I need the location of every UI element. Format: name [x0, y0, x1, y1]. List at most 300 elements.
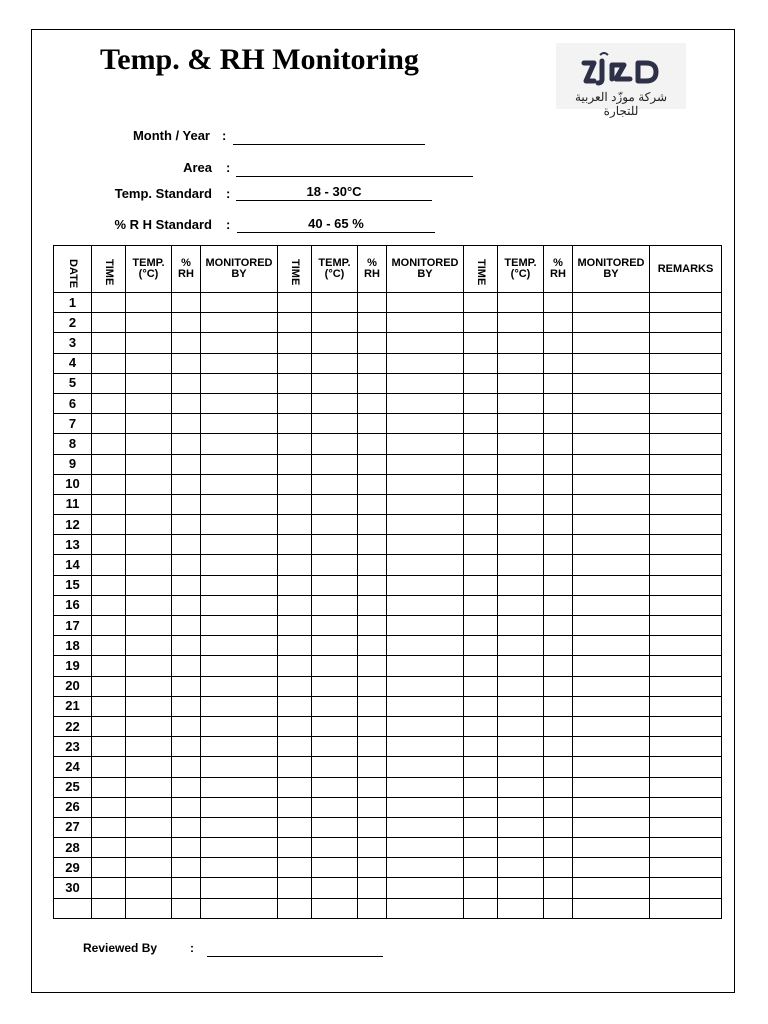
time-cell[interactable] [464, 878, 498, 898]
remarks-cell[interactable] [650, 393, 722, 413]
monitored-by-cell[interactable] [201, 474, 278, 494]
temp-cell[interactable] [498, 454, 544, 474]
temp-cell[interactable] [312, 777, 358, 797]
monitored-by-cell[interactable] [573, 515, 650, 535]
rh-cell[interactable] [544, 333, 573, 353]
rh-cell[interactable] [544, 676, 573, 696]
rh-cell[interactable] [358, 696, 387, 716]
monitored-by-cell[interactable] [201, 797, 278, 817]
monitored-by-cell[interactable] [573, 858, 650, 878]
monitored-by-cell[interactable] [387, 494, 464, 514]
temp-cell[interactable] [312, 858, 358, 878]
remarks-cell[interactable] [650, 434, 722, 454]
time-cell[interactable] [92, 313, 126, 333]
monitored-by-cell[interactable] [573, 616, 650, 636]
monitored-by-cell[interactable] [573, 656, 650, 676]
time-cell[interactable] [92, 797, 126, 817]
rh-cell[interactable] [172, 716, 201, 736]
time-cell[interactable] [464, 313, 498, 333]
rh-cell[interactable] [172, 555, 201, 575]
monitored-by-cell[interactable] [387, 393, 464, 413]
temp-cell[interactable] [498, 333, 544, 353]
monitored-by-cell[interactable] [573, 737, 650, 757]
temp-cell[interactable] [498, 797, 544, 817]
time-cell[interactable] [278, 595, 312, 615]
monitored-by-cell[interactable] [573, 494, 650, 514]
temp-cell[interactable] [312, 454, 358, 474]
temp-cell[interactable] [498, 696, 544, 716]
temp-cell[interactable] [498, 676, 544, 696]
rh-cell[interactable] [544, 313, 573, 333]
temp-cell[interactable] [312, 373, 358, 393]
time-cell[interactable] [464, 535, 498, 555]
time-cell[interactable] [92, 393, 126, 413]
monitored-by-cell[interactable] [387, 474, 464, 494]
temp-cell[interactable] [312, 414, 358, 434]
time-cell[interactable] [92, 616, 126, 636]
time-cell[interactable] [278, 515, 312, 535]
time-cell[interactable] [464, 858, 498, 878]
monitored-by-cell[interactable] [387, 313, 464, 333]
monitored-by-cell[interactable] [201, 838, 278, 858]
monitored-by-cell[interactable] [201, 434, 278, 454]
monitored-by-cell[interactable] [573, 393, 650, 413]
time-cell[interactable] [464, 737, 498, 757]
time-cell[interactable] [278, 676, 312, 696]
rh-cell[interactable] [172, 474, 201, 494]
time-cell[interactable] [464, 555, 498, 575]
rh-cell[interactable] [544, 696, 573, 716]
monitored-by-cell[interactable] [387, 777, 464, 797]
rh-cell[interactable] [544, 858, 573, 878]
monitored-by-cell[interactable] [201, 535, 278, 555]
rh-cell[interactable] [544, 353, 573, 373]
rh-cell[interactable] [358, 494, 387, 514]
rh-cell[interactable] [172, 373, 201, 393]
monitored-by-cell[interactable] [201, 313, 278, 333]
rh-cell[interactable] [358, 313, 387, 333]
monitored-by-cell[interactable] [573, 777, 650, 797]
temp-cell[interactable] [126, 716, 172, 736]
reviewed-by-field[interactable] [207, 940, 383, 957]
rh-cell[interactable] [358, 797, 387, 817]
monitored-by-cell[interactable] [201, 878, 278, 898]
monitored-by-cell[interactable] [573, 878, 650, 898]
monitored-by-cell[interactable] [201, 757, 278, 777]
rh-cell[interactable] [358, 716, 387, 736]
rh-cell[interactable] [358, 817, 387, 837]
rh-cell[interactable] [358, 414, 387, 434]
monitored-by-cell[interactable] [387, 696, 464, 716]
monitored-by-cell[interactable] [387, 858, 464, 878]
temp-cell[interactable] [498, 555, 544, 575]
temp-cell[interactable] [126, 474, 172, 494]
time-cell[interactable] [278, 858, 312, 878]
temp-cell[interactable] [312, 494, 358, 514]
rh-cell[interactable] [172, 454, 201, 474]
rh-cell[interactable] [172, 636, 201, 656]
remarks-cell[interactable] [650, 515, 722, 535]
time-cell[interactable] [464, 494, 498, 514]
time-cell[interactable] [278, 737, 312, 757]
temp-cell[interactable] [126, 454, 172, 474]
temp-cell[interactable] [498, 595, 544, 615]
temp-cell[interactable] [126, 313, 172, 333]
temp-cell[interactable] [498, 494, 544, 514]
rh-cell[interactable] [358, 676, 387, 696]
time-cell[interactable] [92, 414, 126, 434]
time-cell[interactable] [92, 737, 126, 757]
temp-cell[interactable] [126, 636, 172, 656]
temp-cell[interactable] [498, 474, 544, 494]
time-cell[interactable] [464, 454, 498, 474]
time-cell[interactable] [278, 494, 312, 514]
temp-cell[interactable] [126, 817, 172, 837]
time-cell[interactable] [92, 293, 126, 313]
monitored-by-cell[interactable] [201, 716, 278, 736]
monitored-by-cell[interactable] [387, 656, 464, 676]
month-year-field[interactable] [233, 128, 425, 145]
monitored-by-cell[interactable] [201, 555, 278, 575]
rh-cell[interactable] [544, 414, 573, 434]
rh-cell[interactable] [544, 656, 573, 676]
time-cell[interactable] [92, 777, 126, 797]
monitored-by-cell[interactable] [201, 393, 278, 413]
rh-cell[interactable] [544, 373, 573, 393]
temp-cell[interactable] [126, 696, 172, 716]
monitored-by-cell[interactable] [573, 333, 650, 353]
remarks-cell[interactable] [650, 898, 722, 918]
temp-cell[interactable] [126, 434, 172, 454]
time-cell[interactable] [278, 575, 312, 595]
monitored-by-cell[interactable] [573, 757, 650, 777]
monitored-by-cell[interactable] [201, 616, 278, 636]
time-cell[interactable] [92, 676, 126, 696]
remarks-cell[interactable] [650, 737, 722, 757]
monitored-by-cell[interactable] [573, 535, 650, 555]
temp-cell[interactable] [126, 898, 172, 918]
time-cell[interactable] [278, 797, 312, 817]
time-cell[interactable] [278, 878, 312, 898]
temp-cell[interactable] [312, 898, 358, 918]
rh-cell[interactable] [544, 777, 573, 797]
monitored-by-cell[interactable] [387, 575, 464, 595]
temp-cell[interactable] [312, 676, 358, 696]
rh-cell[interactable] [358, 616, 387, 636]
monitored-by-cell[interactable] [387, 414, 464, 434]
rh-cell[interactable] [172, 616, 201, 636]
time-cell[interactable] [92, 373, 126, 393]
monitored-by-cell[interactable] [387, 535, 464, 555]
monitored-by-cell[interactable] [573, 676, 650, 696]
temp-cell[interactable] [126, 878, 172, 898]
monitored-by-cell[interactable] [573, 555, 650, 575]
rh-cell[interactable] [172, 535, 201, 555]
monitored-by-cell[interactable] [573, 454, 650, 474]
temp-cell[interactable] [126, 393, 172, 413]
temp-cell[interactable] [312, 313, 358, 333]
temp-cell[interactable] [498, 757, 544, 777]
temp-cell[interactable] [126, 555, 172, 575]
monitored-by-cell[interactable] [573, 716, 650, 736]
time-cell[interactable] [278, 777, 312, 797]
rh-cell[interactable] [544, 474, 573, 494]
time-cell[interactable] [278, 555, 312, 575]
rh-cell[interactable] [544, 293, 573, 313]
time-cell[interactable] [92, 757, 126, 777]
rh-cell[interactable] [358, 373, 387, 393]
monitored-by-cell[interactable] [387, 353, 464, 373]
remarks-cell[interactable] [650, 555, 722, 575]
rh-cell[interactable] [172, 898, 201, 918]
temp-cell[interactable] [126, 535, 172, 555]
rh-cell[interactable] [358, 535, 387, 555]
remarks-cell[interactable] [650, 616, 722, 636]
monitored-by-cell[interactable] [201, 575, 278, 595]
rh-cell[interactable] [172, 494, 201, 514]
monitored-by-cell[interactable] [573, 696, 650, 716]
time-cell[interactable] [278, 393, 312, 413]
monitored-by-cell[interactable] [387, 757, 464, 777]
remarks-cell[interactable] [650, 696, 722, 716]
temp-cell[interactable] [312, 293, 358, 313]
monitored-by-cell[interactable] [201, 898, 278, 918]
monitored-by-cell[interactable] [387, 636, 464, 656]
rh-cell[interactable] [544, 555, 573, 575]
temp-cell[interactable] [312, 353, 358, 373]
monitored-by-cell[interactable] [387, 838, 464, 858]
temp-cell[interactable] [312, 616, 358, 636]
rh-cell[interactable] [172, 293, 201, 313]
monitored-by-cell[interactable] [573, 293, 650, 313]
temp-cell[interactable] [312, 515, 358, 535]
monitored-by-cell[interactable] [573, 817, 650, 837]
rh-cell[interactable] [544, 716, 573, 736]
remarks-cell[interactable] [650, 313, 722, 333]
temp-cell[interactable] [312, 555, 358, 575]
monitored-by-cell[interactable] [387, 676, 464, 696]
monitored-by-cell[interactable] [201, 454, 278, 474]
rh-cell[interactable] [172, 676, 201, 696]
time-cell[interactable] [464, 414, 498, 434]
temp-cell[interactable] [126, 494, 172, 514]
temp-cell[interactable] [126, 515, 172, 535]
rh-standard-field[interactable]: 40 - 65 % [237, 216, 435, 233]
rh-cell[interactable] [358, 474, 387, 494]
remarks-cell[interactable] [650, 797, 722, 817]
remarks-cell[interactable] [650, 878, 722, 898]
temp-cell[interactable] [126, 838, 172, 858]
time-cell[interactable] [464, 434, 498, 454]
temp-cell[interactable] [126, 676, 172, 696]
rh-cell[interactable] [358, 434, 387, 454]
rh-cell[interactable] [544, 393, 573, 413]
temp-cell[interactable] [312, 797, 358, 817]
temp-cell[interactable] [498, 353, 544, 373]
time-cell[interactable] [278, 313, 312, 333]
rh-cell[interactable] [358, 898, 387, 918]
rh-cell[interactable] [358, 757, 387, 777]
area-field[interactable] [236, 160, 473, 177]
time-cell[interactable] [92, 494, 126, 514]
time-cell[interactable] [92, 817, 126, 837]
time-cell[interactable] [464, 797, 498, 817]
monitored-by-cell[interactable] [573, 313, 650, 333]
monitored-by-cell[interactable] [573, 434, 650, 454]
remarks-cell[interactable] [650, 757, 722, 777]
time-cell[interactable] [464, 595, 498, 615]
temp-cell[interactable] [312, 434, 358, 454]
remarks-cell[interactable] [650, 474, 722, 494]
rh-cell[interactable] [544, 575, 573, 595]
rh-cell[interactable] [172, 797, 201, 817]
time-cell[interactable] [464, 898, 498, 918]
rh-cell[interactable] [172, 757, 201, 777]
temp-cell[interactable] [498, 373, 544, 393]
temp-cell[interactable] [126, 737, 172, 757]
remarks-cell[interactable] [650, 858, 722, 878]
time-cell[interactable] [464, 393, 498, 413]
time-cell[interactable] [92, 858, 126, 878]
time-cell[interactable] [464, 656, 498, 676]
rh-cell[interactable] [358, 393, 387, 413]
monitored-by-cell[interactable] [387, 293, 464, 313]
temp-cell[interactable] [498, 535, 544, 555]
time-cell[interactable] [92, 878, 126, 898]
time-cell[interactable] [92, 434, 126, 454]
remarks-cell[interactable] [650, 454, 722, 474]
monitored-by-cell[interactable] [387, 373, 464, 393]
remarks-cell[interactable] [650, 373, 722, 393]
remarks-cell[interactable] [650, 817, 722, 837]
temp-cell[interactable] [126, 293, 172, 313]
temp-cell[interactable] [126, 414, 172, 434]
monitored-by-cell[interactable] [201, 373, 278, 393]
rh-cell[interactable] [544, 797, 573, 817]
rh-cell[interactable] [544, 454, 573, 474]
rh-cell[interactable] [172, 817, 201, 837]
monitored-by-cell[interactable] [201, 293, 278, 313]
rh-cell[interactable] [172, 575, 201, 595]
time-cell[interactable] [92, 555, 126, 575]
monitored-by-cell[interactable] [387, 333, 464, 353]
temp-cell[interactable] [312, 474, 358, 494]
rh-cell[interactable] [544, 737, 573, 757]
time-cell[interactable] [92, 575, 126, 595]
time-cell[interactable] [464, 353, 498, 373]
time-cell[interactable] [92, 474, 126, 494]
time-cell[interactable] [92, 898, 126, 918]
rh-cell[interactable] [358, 333, 387, 353]
time-cell[interactable] [464, 716, 498, 736]
monitored-by-cell[interactable] [573, 898, 650, 918]
temp-cell[interactable] [312, 656, 358, 676]
temp-cell[interactable] [126, 797, 172, 817]
remarks-cell[interactable] [650, 333, 722, 353]
time-cell[interactable] [464, 575, 498, 595]
temp-cell[interactable] [312, 636, 358, 656]
monitored-by-cell[interactable] [387, 878, 464, 898]
rh-cell[interactable] [358, 353, 387, 373]
rh-cell[interactable] [172, 858, 201, 878]
rh-cell[interactable] [172, 393, 201, 413]
monitored-by-cell[interactable] [573, 838, 650, 858]
temp-cell[interactable] [126, 333, 172, 353]
rh-cell[interactable] [544, 878, 573, 898]
monitored-by-cell[interactable] [387, 616, 464, 636]
temp-cell[interactable] [312, 696, 358, 716]
temp-standard-field[interactable]: 18 - 30°C [236, 184, 432, 201]
remarks-cell[interactable] [650, 293, 722, 313]
monitored-by-cell[interactable] [387, 555, 464, 575]
temp-cell[interactable] [498, 313, 544, 333]
temp-cell[interactable] [312, 838, 358, 858]
time-cell[interactable] [464, 616, 498, 636]
time-cell[interactable] [92, 535, 126, 555]
monitored-by-cell[interactable] [573, 636, 650, 656]
rh-cell[interactable] [358, 656, 387, 676]
time-cell[interactable] [464, 333, 498, 353]
rh-cell[interactable] [172, 414, 201, 434]
monitored-by-cell[interactable] [573, 575, 650, 595]
monitored-by-cell[interactable] [201, 696, 278, 716]
monitored-by-cell[interactable] [201, 737, 278, 757]
monitored-by-cell[interactable] [201, 777, 278, 797]
monitored-by-cell[interactable] [387, 454, 464, 474]
monitored-by-cell[interactable] [387, 515, 464, 535]
time-cell[interactable] [278, 414, 312, 434]
temp-cell[interactable] [312, 333, 358, 353]
rh-cell[interactable] [358, 878, 387, 898]
monitored-by-cell[interactable] [387, 737, 464, 757]
temp-cell[interactable] [498, 656, 544, 676]
temp-cell[interactable] [312, 878, 358, 898]
time-cell[interactable] [278, 838, 312, 858]
time-cell[interactable] [278, 616, 312, 636]
time-cell[interactable] [278, 454, 312, 474]
remarks-cell[interactable] [650, 838, 722, 858]
time-cell[interactable] [464, 676, 498, 696]
temp-cell[interactable] [498, 575, 544, 595]
rh-cell[interactable] [544, 595, 573, 615]
time-cell[interactable] [464, 817, 498, 837]
temp-cell[interactable] [498, 293, 544, 313]
time-cell[interactable] [92, 838, 126, 858]
temp-cell[interactable] [498, 858, 544, 878]
temp-cell[interactable] [312, 393, 358, 413]
time-cell[interactable] [278, 898, 312, 918]
monitored-by-cell[interactable] [573, 373, 650, 393]
remarks-cell[interactable] [650, 716, 722, 736]
monitored-by-cell[interactable] [201, 494, 278, 514]
monitored-by-cell[interactable] [201, 656, 278, 676]
rh-cell[interactable] [358, 636, 387, 656]
rh-cell[interactable] [172, 777, 201, 797]
monitored-by-cell[interactable] [201, 515, 278, 535]
rh-cell[interactable] [172, 333, 201, 353]
monitored-by-cell[interactable] [573, 353, 650, 373]
temp-cell[interactable] [126, 616, 172, 636]
remarks-cell[interactable] [650, 575, 722, 595]
time-cell[interactable] [278, 636, 312, 656]
remarks-cell[interactable] [650, 494, 722, 514]
temp-cell[interactable] [126, 777, 172, 797]
temp-cell[interactable] [498, 898, 544, 918]
time-cell[interactable] [464, 293, 498, 313]
time-cell[interactable] [92, 595, 126, 615]
temp-cell[interactable] [498, 393, 544, 413]
rh-cell[interactable] [172, 595, 201, 615]
